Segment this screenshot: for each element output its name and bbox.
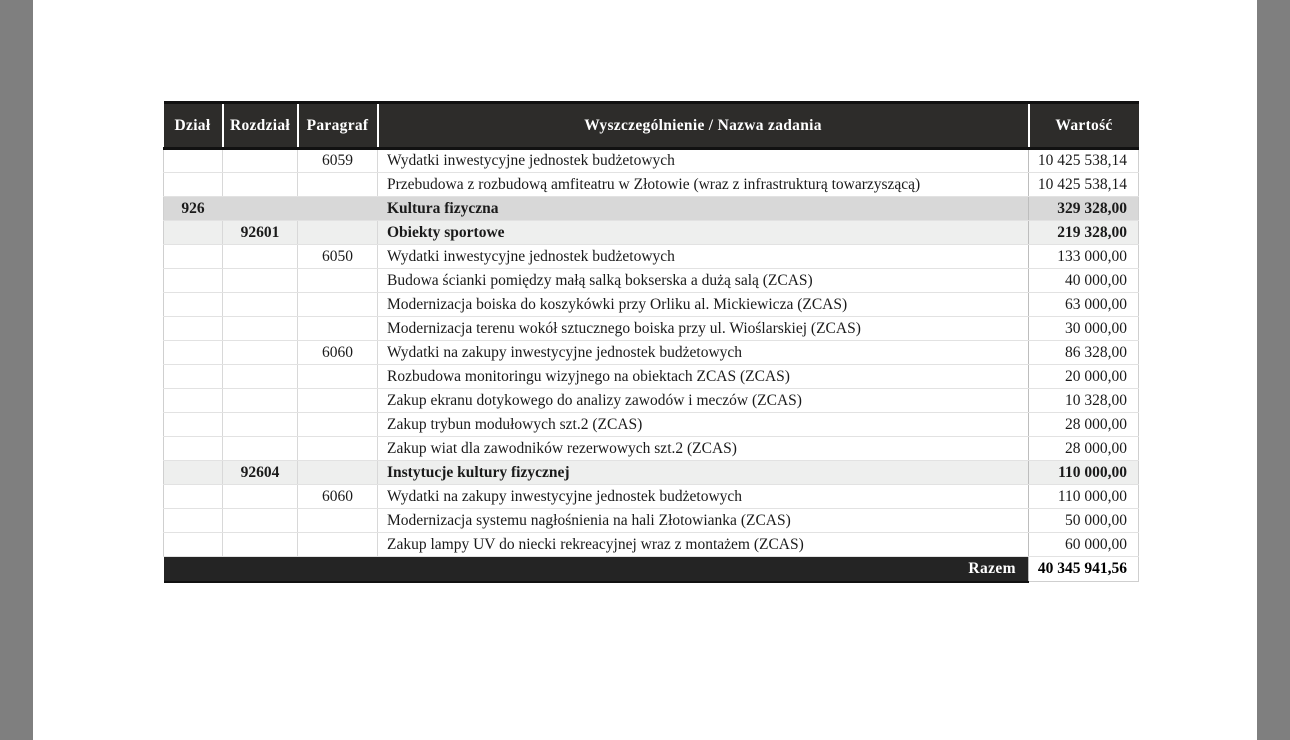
table-row (164, 317, 1139, 341)
cell-dzial (164, 269, 223, 293)
cell-rozdzial (223, 173, 298, 197)
budget-table (163, 101, 1139, 583)
cell-dzial (164, 365, 223, 389)
header-dzial: Dział (164, 103, 223, 149)
cell-rozdzial (223, 533, 298, 557)
header-value: Wartość (1029, 103, 1139, 149)
table-row (164, 413, 1139, 437)
header-name: Wyszczególnienie / Nazwa zadania (378, 103, 1029, 149)
cell-name: Zakup lampy UV do niecki rekreacyjnej wraz z montażem (ZCAS) (378, 533, 1029, 557)
cell-value: 110 000,00 (1029, 485, 1139, 509)
cell-paragraf (298, 269, 378, 293)
cell-value: 10 425 538,14 (1029, 149, 1139, 173)
cell-name: Zakup trybun modułowych szt.2 (ZCAS) (378, 413, 1029, 437)
cell-rozdzial (223, 149, 298, 173)
cell-value: 133 000,00 (1029, 245, 1139, 269)
cell-paragraf (298, 389, 378, 413)
cell-dzial (164, 389, 223, 413)
cell-rozdzial (223, 437, 298, 461)
cell-value: 28 000,00 (1029, 437, 1139, 461)
cell-paragraf (298, 221, 378, 245)
cell-value: 30 000,00 (1029, 317, 1139, 341)
cell-dzial (164, 461, 223, 485)
cell-rozdzial (223, 509, 298, 533)
cell-rozdzial: 92601 (223, 221, 298, 245)
cell-dzial (164, 317, 223, 341)
table-row (164, 245, 1139, 269)
cell-paragraf (298, 293, 378, 317)
cell-name: Modernizacja boiska do koszykówki przy Orliku al. Mickiewicza (ZCAS) (378, 293, 1029, 317)
cell-rozdzial (223, 317, 298, 341)
cell-dzial (164, 149, 223, 173)
cell-dzial (164, 509, 223, 533)
table-row (164, 149, 1139, 173)
cell-rozdzial (223, 245, 298, 269)
cell-value: 10 425 538,14 (1029, 173, 1139, 197)
table-row (164, 269, 1139, 293)
table-row (164, 173, 1139, 197)
cell-dzial (164, 293, 223, 317)
header-paragraf: Paragraf (298, 103, 378, 149)
cell-paragraf (298, 197, 378, 221)
cell-paragraf: 6060 (298, 341, 378, 365)
cell-dzial (164, 533, 223, 557)
cell-dzial (164, 245, 223, 269)
cell-name: Wydatki inwestycyjne jednostek budżetowych (378, 149, 1029, 173)
razem-label: Razem (164, 557, 1029, 582)
document-page (33, 0, 1257, 740)
cell-paragraf: 6059 (298, 149, 378, 173)
table-row (164, 293, 1139, 317)
table-row (164, 389, 1139, 413)
cell-paragraf (298, 317, 378, 341)
table-row (164, 509, 1139, 533)
table-header (164, 103, 1139, 149)
table-row (164, 197, 1139, 221)
cell-name: Wydatki inwestycyjne jednostek budżetowych (378, 245, 1029, 269)
cell-value: 20 000,00 (1029, 365, 1139, 389)
header-row (164, 103, 1139, 149)
header-rozdzial: Rozdział (223, 103, 298, 149)
cell-rozdzial (223, 389, 298, 413)
cell-name: Zakup ekranu dotykowego do analizy zawodów i meczów (ZCAS) (378, 389, 1029, 413)
total-row (164, 557, 1139, 582)
cell-paragraf (298, 413, 378, 437)
cell-rozdzial (223, 485, 298, 509)
table-row (164, 533, 1139, 557)
cell-name: Budowa ścianki pomiędzy małą salką bokserska a dużą salą (ZCAS) (378, 269, 1029, 293)
table-row (164, 341, 1139, 365)
table-row (164, 437, 1139, 461)
table-body (164, 149, 1139, 557)
cell-dzial (164, 413, 223, 437)
table-row (164, 461, 1139, 485)
cell-rozdzial (223, 269, 298, 293)
cell-rozdzial (223, 413, 298, 437)
cell-dzial: 926 (164, 197, 223, 221)
cell-value: 40 000,00 (1029, 269, 1139, 293)
cell-value: 50 000,00 (1029, 509, 1139, 533)
cell-paragraf (298, 173, 378, 197)
cell-paragraf: 6050 (298, 245, 378, 269)
table-row (164, 221, 1139, 245)
total-value: 40 345 941,56 (1029, 557, 1139, 582)
cell-rozdzial (223, 341, 298, 365)
cell-rozdzial: 92604 (223, 461, 298, 485)
cell-dzial (164, 173, 223, 197)
cell-dzial (164, 437, 223, 461)
cell-name: Kultura fizyczna (378, 197, 1029, 221)
cell-paragraf (298, 437, 378, 461)
cell-name: Modernizacja terenu wokół sztucznego boiska przy ul. Wioślarskiej (ZCAS) (378, 317, 1029, 341)
cell-name: Zakup wiat dla zawodników rezerwowych szt.2 (ZCAS) (378, 437, 1029, 461)
cell-value: 110 000,00 (1029, 461, 1139, 485)
cell-dzial (164, 485, 223, 509)
cell-value: 86 328,00 (1029, 341, 1139, 365)
table-footer (164, 557, 1139, 582)
cell-dzial (164, 221, 223, 245)
cell-name: Wydatki na zakupy inwestycyjne jednostek budżetowych (378, 485, 1029, 509)
cell-rozdzial (223, 293, 298, 317)
cell-paragraf (298, 461, 378, 485)
cell-value: 219 328,00 (1029, 221, 1139, 245)
cell-value: 329 328,00 (1029, 197, 1139, 221)
table-row (164, 365, 1139, 389)
cell-paragraf (298, 509, 378, 533)
cell-name: Rozbudowa monitoringu wizyjnego na obiektach ZCAS (ZCAS) (378, 365, 1029, 389)
cell-value: 28 000,00 (1029, 413, 1139, 437)
cell-value: 10 328,00 (1029, 389, 1139, 413)
cell-name: Modernizacja systemu nagłośnienia na hali Złotowianka (ZCAS) (378, 509, 1029, 533)
cell-rozdzial (223, 197, 298, 221)
cell-name: Obiekty sportowe (378, 221, 1029, 245)
cell-name: Przebudowa z rozbudową amfiteatru w Złotowie (wraz z infrastrukturą towarzyszącą) (378, 173, 1029, 197)
cell-paragraf (298, 533, 378, 557)
cell-value: 63 000,00 (1029, 293, 1139, 317)
cell-value: 60 000,00 (1029, 533, 1139, 557)
cell-paragraf (298, 365, 378, 389)
cell-name: Instytucje kultury fizycznej (378, 461, 1029, 485)
cell-rozdzial (223, 365, 298, 389)
cell-name: Wydatki na zakupy inwestycyjne jednostek budżetowych (378, 341, 1029, 365)
cell-paragraf: 6060 (298, 485, 378, 509)
cell-dzial (164, 341, 223, 365)
table-row (164, 485, 1139, 509)
